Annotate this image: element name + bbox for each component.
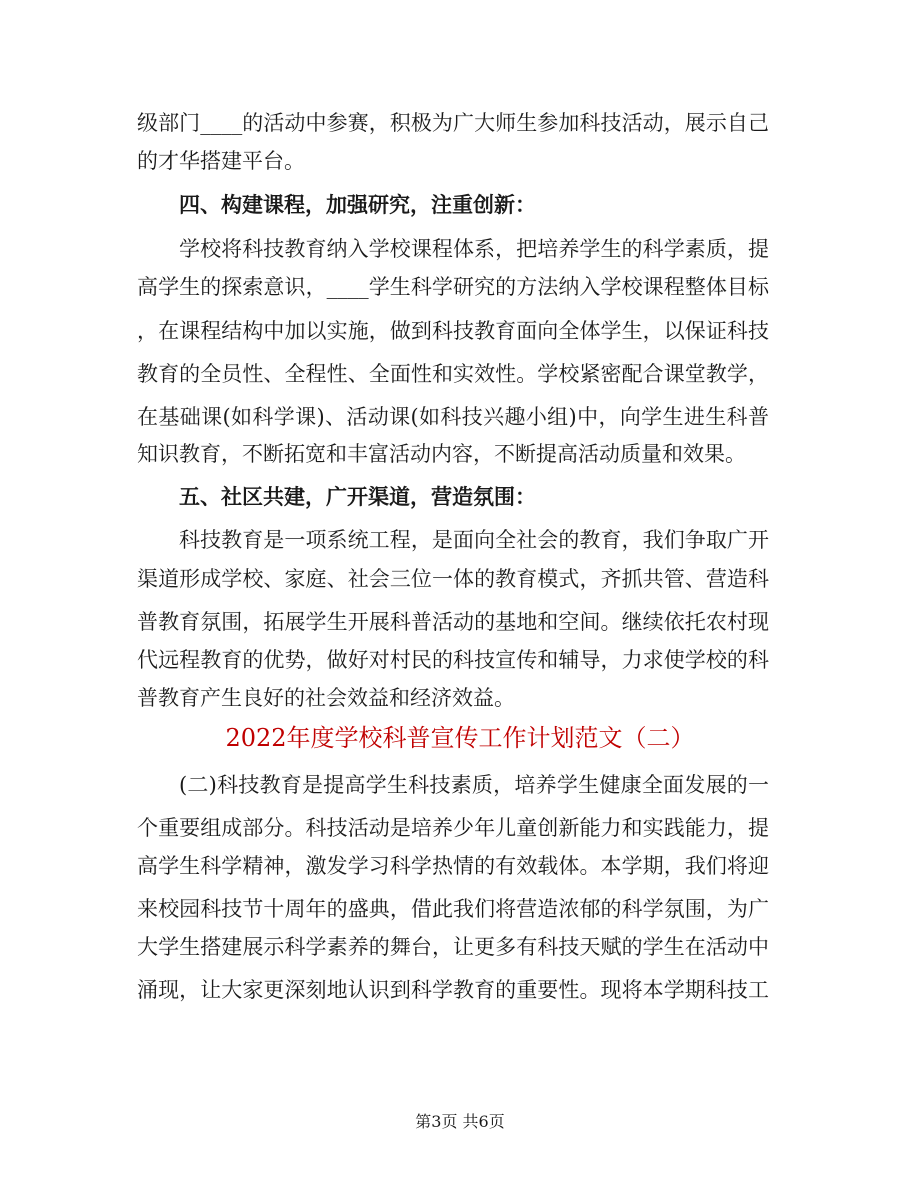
- article-title: 2022年度学校科普宣传工作计划范文（二）: [225, 724, 695, 752]
- paragraph-line: 级部门____的活动中参赛，积极为广大师生参加科技活动，展示自己: [137, 111, 769, 135]
- paragraph-line: 普教育产生良好的社会效益和经济效益。: [137, 686, 515, 710]
- paragraph-line: 普教育氛围，拓展学生开展科普活动的基地和空间。继续依托农村现: [137, 610, 769, 634]
- page-number: 第3页 共6页: [415, 1112, 505, 1131]
- paragraph-line: 来校园科技节十周年的盛典，借此我们将营造浓郁的科学氛围，为广: [137, 897, 769, 921]
- paragraph-line: 个重要组成部分。科技活动是培养少年儿童创新能力和实践能力，提: [137, 816, 769, 840]
- paragraph-line: 代远程教育的优势，做好对村民的科技宣传和辅导，力求使学校的科: [137, 648, 769, 672]
- paragraph-line: 学校将科技教育纳入学校课程体系，把培养学生的科学素质，提: [179, 237, 769, 261]
- paragraph-line: 教育的全员性、全程性、全面性和实效性。学校紧密配合课堂教学，: [137, 362, 769, 386]
- section-heading: 四、构建课程，加强研究，注重创新：: [179, 192, 536, 217]
- paragraph-line: 科技教育是一项系统工程，是面向全社会的教育，我们争取广开: [179, 528, 769, 552]
- paragraph-line: 涌现，让大家更深刻地认识到科学教育的重要性。现将本学期科技工: [137, 978, 769, 1002]
- paragraph-line: 渠道形成学校、家庭、社会三位一体的教育模式，齐抓共管、营造科: [137, 567, 769, 591]
- paragraph-line: (二)科技教育是提高学生科技素质，培养学生健康全面发展的一: [179, 773, 769, 797]
- paragraph-line: 大学生搭建展示科学素养的舞台，让更多有科技天赋的学生在活动中: [137, 935, 769, 959]
- paragraph-line: ，在课程结构中加以实施，做到科技教育面向全体学生，以保证科技: [137, 319, 769, 343]
- section-heading: 五、社区共建，广开渠道，营造氛围：: [179, 484, 536, 509]
- paragraph-line: 的才华搭建平台。: [137, 149, 305, 173]
- paragraph-line: 知识教育，不断拓宽和丰富活动内容，不断提高活动质量和效果。: [137, 442, 746, 466]
- paragraph-line: 高学生科学精神，激发学习科学热情的有效载体。本学期，我们将迎: [137, 854, 769, 878]
- paragraph-line: 在基础课(如科学课)、活动课(如科技兴趣小组)中，向学生进生科普: [137, 405, 769, 429]
- paragraph-line: 高学生的探索意识，____学生科学研究的方法纳入学校课程整体目标: [137, 275, 769, 299]
